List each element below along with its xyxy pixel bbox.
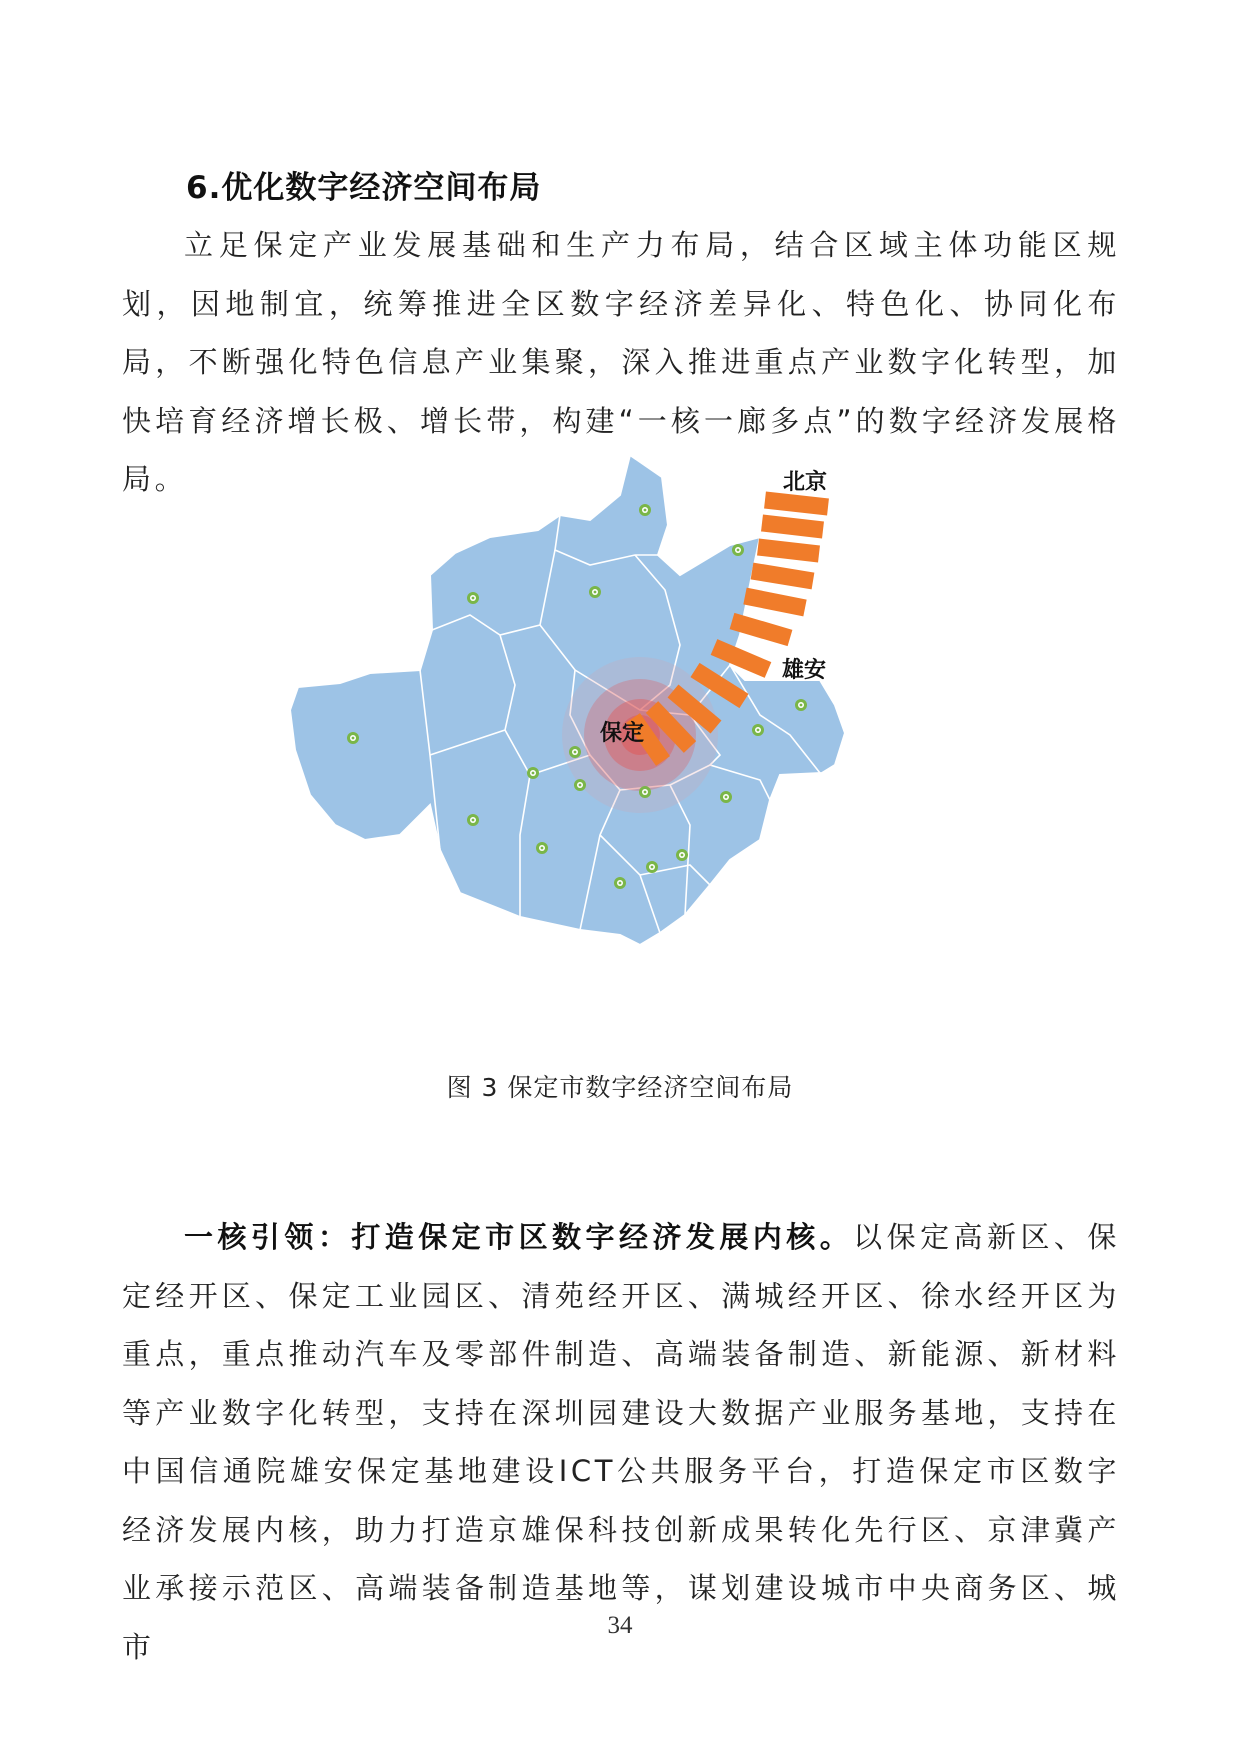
county-seat-marker-icon <box>467 592 479 604</box>
figure-caption: 图 3 保定市数字经济空间布局 <box>446 1073 794 1102</box>
county-seat-marker-icon <box>536 842 548 854</box>
xiongan-label: 雄安 <box>782 658 827 683</box>
county-seat-marker-icon <box>527 767 539 779</box>
page-number: 34 <box>607 1612 633 1639</box>
county-seat-marker-icon <box>752 724 764 736</box>
county-seat-marker-icon <box>639 504 651 516</box>
corridor-segment <box>762 523 823 530</box>
core-section-lead: 一核引领：打造保定市区数字经济发展内核。 <box>184 1220 854 1254</box>
spatial-layout-map-figure <box>290 455 950 1045</box>
beijing-label: 北京 <box>783 470 828 495</box>
corridor-segment <box>758 547 819 554</box>
county-seat-marker-icon <box>614 877 626 889</box>
county-seat-marker-icon <box>732 544 744 556</box>
corridor-segment <box>765 500 828 507</box>
county-seat-marker-icon <box>639 786 651 798</box>
core-section-body: 以保定高新区、保定经开区、保定工业园区、清苑经开区、满城经开区、徐水经开区为重点，重点推动汽车及零部件制造、高端装备制造、新能源、新材料等产业数字化转型，支持在深圳园建设大数据产业服务基地，支持在中国信通院雄安保定基地建设ICT公共服务平台，打造保定市区数字经济发展内核，助力打造京雄保科技创新成果转化先行区、京津冀产业承接示范区、高端装备制造基地等，谋划建设城市中央商务区、城市 <box>122 1220 1120 1664</box>
section-heading: 6.优化数字经济空间布局 <box>186 170 542 206</box>
county-seat-marker-icon <box>720 791 732 803</box>
county-seat-marker-icon <box>347 732 359 744</box>
corridor-segment <box>752 571 813 581</box>
county-seat-marker-icon <box>646 861 658 873</box>
county-seat-marker-icon <box>589 586 601 598</box>
county-seat-marker-icon <box>795 699 807 711</box>
county-seat-marker-icon <box>676 849 688 861</box>
county-seat-marker-icon <box>574 779 586 791</box>
county-seat-marker-icon <box>569 746 581 758</box>
baoding-map <box>290 455 950 1045</box>
baoding-label: 保定 <box>600 721 645 746</box>
corridor-segment <box>745 596 805 608</box>
section-paragraph: 立足保定产业发展基础和生产力布局，结合区域主体功能区规划，因地制宜，统筹推进全区数字经济差异化、特色化、协同化布局，不断强化特色信息产业集聚，深入推进重点产业数字化转型，加快培育经济增长极、增长带，构建“一核一廊多点”的数字经济发展格局。 <box>122 228 1120 496</box>
core-section-paragraph <box>122 1208 1120 1676</box>
county-seat-marker-icon <box>467 814 479 826</box>
